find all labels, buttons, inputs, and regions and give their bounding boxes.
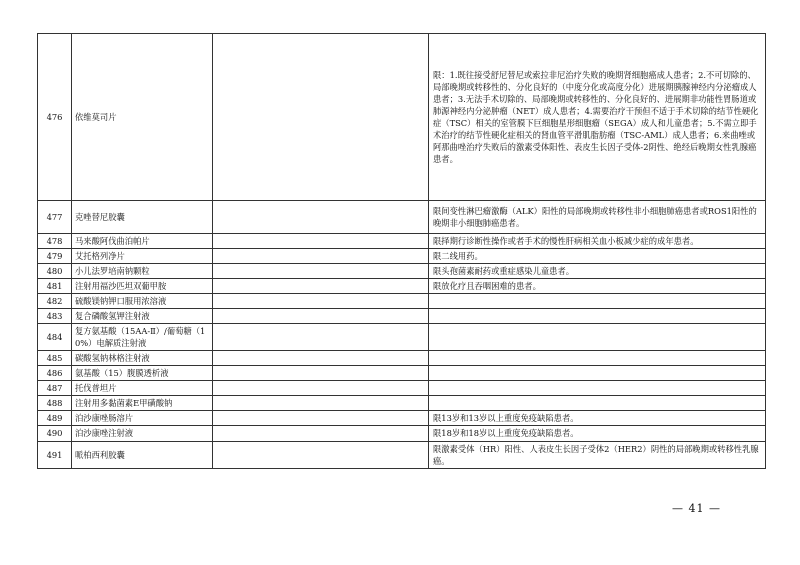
drug-restriction xyxy=(429,366,766,381)
drug-number: 489 xyxy=(38,411,72,426)
drug-restriction xyxy=(429,381,766,396)
drug-name: 氨基酸（15）腹膜透析液 xyxy=(72,366,213,381)
table-row xyxy=(38,426,766,441)
empty-cell xyxy=(213,324,429,351)
empty-cell xyxy=(213,441,429,468)
drug-number: 482 xyxy=(38,294,72,309)
table-row xyxy=(38,309,766,324)
empty-cell xyxy=(213,411,429,426)
drug-number: 488 xyxy=(38,396,72,411)
drug-name: 小儿法罗培南钠颗粒 xyxy=(72,264,213,279)
drug-number: 477 xyxy=(38,201,72,234)
empty-cell xyxy=(213,201,429,234)
drug-number: 487 xyxy=(38,381,72,396)
table-row xyxy=(38,441,766,468)
empty-cell xyxy=(213,264,429,279)
empty-cell xyxy=(213,34,429,201)
empty-cell xyxy=(213,351,429,366)
drug-number: 484 xyxy=(38,324,72,351)
drug-restriction: 限13岁和13岁以上重度免疫缺陷患者。 xyxy=(429,411,766,426)
table-row xyxy=(38,411,766,426)
table-row xyxy=(38,324,766,351)
drug-number: 490 xyxy=(38,426,72,441)
drug-name: 艾托格列净片 xyxy=(72,249,213,264)
drug-name: 依维莫司片 xyxy=(72,34,213,201)
drug-restriction xyxy=(429,396,766,411)
drug-name: 复合磷酸氢钾注射液 xyxy=(72,309,213,324)
table-row xyxy=(38,201,766,234)
drug-restriction: 限18岁和18岁以上重度免疫缺陷患者。 xyxy=(429,426,766,441)
drug-name: 复方氨基酸（15AA-Ⅱ）/葡萄糖（10%）电解质注射液 xyxy=(72,324,213,351)
empty-cell xyxy=(213,294,429,309)
drug-number: 486 xyxy=(38,366,72,381)
table-row xyxy=(38,249,766,264)
table-row xyxy=(38,396,766,411)
empty-cell xyxy=(213,249,429,264)
drug-restriction: 限择期行诊断性操作或者手术的慢性肝病相关血小板减少症的成年患者。 xyxy=(429,234,766,249)
table-row xyxy=(38,366,766,381)
drug-restriction xyxy=(429,351,766,366)
drug-name: 注射用福沙匹坦双葡甲胺 xyxy=(72,279,213,294)
table-row xyxy=(38,34,766,201)
drug-restriction xyxy=(429,324,766,351)
drug-name: 泊沙康唑注射液 xyxy=(72,426,213,441)
drug-number: 478 xyxy=(38,234,72,249)
empty-cell xyxy=(213,279,429,294)
drug-number: 479 xyxy=(38,249,72,264)
drug-restriction: 限放化疗且吞咽困难的患者。 xyxy=(429,279,766,294)
drug-list-body xyxy=(38,34,766,469)
empty-cell xyxy=(213,381,429,396)
drug-number: 480 xyxy=(38,264,72,279)
drug-name: 克唑替尼胶囊 xyxy=(72,201,213,234)
empty-cell xyxy=(213,309,429,324)
drug-list-table xyxy=(37,33,766,469)
table-row xyxy=(38,381,766,396)
drug-number: 476 xyxy=(38,34,72,201)
drug-name: 泊沙康唑肠溶片 xyxy=(72,411,213,426)
drug-restriction: 限二线用药。 xyxy=(429,249,766,264)
drug-name: 托伐普坦片 xyxy=(72,381,213,396)
drug-name: 碳酸氢钠林格注射液 xyxy=(72,351,213,366)
empty-cell xyxy=(213,396,429,411)
drug-restriction: 限：1.既往接受舒尼替尼或索拉非尼治疗失败的晚期肾细胞癌成人患者；2.不可切除的、局部晚期或转移性的、分化良好的（中度分化或高度分化）进展期胰腺神经内分泌瘤成人患者；3.无法手术切除的、局部晚期或转移性的、分化良好的、进展期非功能性胃肠道或肺源神经内分泌肿瘤（NET）成人患者；4.需要治疗干预但不适于手术切除的结节性硬化症（TSC）相关的室管膜下巨细胞星形细胞瘤（SEGA）成人和儿童患者；5.不需立即手术治疗的结节性硬化症相关的肾血管平滑肌脂肪瘤（TSC-AML）成人患者；6.来曲唑或阿那曲唑治疗失败后的激素受体阳性、表皮生长因子受体-2阴性、绝经后晚期女性乳腺癌患者。 xyxy=(429,34,766,201)
drug-number: 481 xyxy=(38,279,72,294)
drug-name: 注射用多黏菌素E甲磺酸钠 xyxy=(72,396,213,411)
drug-restriction xyxy=(429,309,766,324)
drug-restriction: 限间变性淋巴瘤激酶（ALK）阳性的局部晚期或转移性非小细胞肺癌患者或ROS1阳性的晚期非小细胞肺癌患者。 xyxy=(429,201,766,234)
empty-cell xyxy=(213,234,429,249)
empty-cell xyxy=(213,366,429,381)
table-row xyxy=(38,351,766,366)
drug-number: 485 xyxy=(38,351,72,366)
drug-restriction xyxy=(429,294,766,309)
table-row xyxy=(38,294,766,309)
drug-restriction: 限头孢菌素耐药或重症感染儿童患者。 xyxy=(429,264,766,279)
table-row xyxy=(38,234,766,249)
drug-number: 483 xyxy=(38,309,72,324)
drug-restriction: 限激素受体（HR）阳性、人表皮生长因子受体2（HER2）阴性的局部晚期或转移性乳腺癌。 xyxy=(429,441,766,468)
drug-name: 马来酸阿伐曲泊帕片 xyxy=(72,234,213,249)
page-number: — 41 — xyxy=(672,502,721,515)
drug-name: 哌柏西利胶囊 xyxy=(72,441,213,468)
table-row xyxy=(38,279,766,294)
drug-name: 硫酸镁钠钾口服用浓溶液 xyxy=(72,294,213,309)
drug-number: 491 xyxy=(38,441,72,468)
empty-cell xyxy=(213,426,429,441)
table-row xyxy=(38,264,766,279)
